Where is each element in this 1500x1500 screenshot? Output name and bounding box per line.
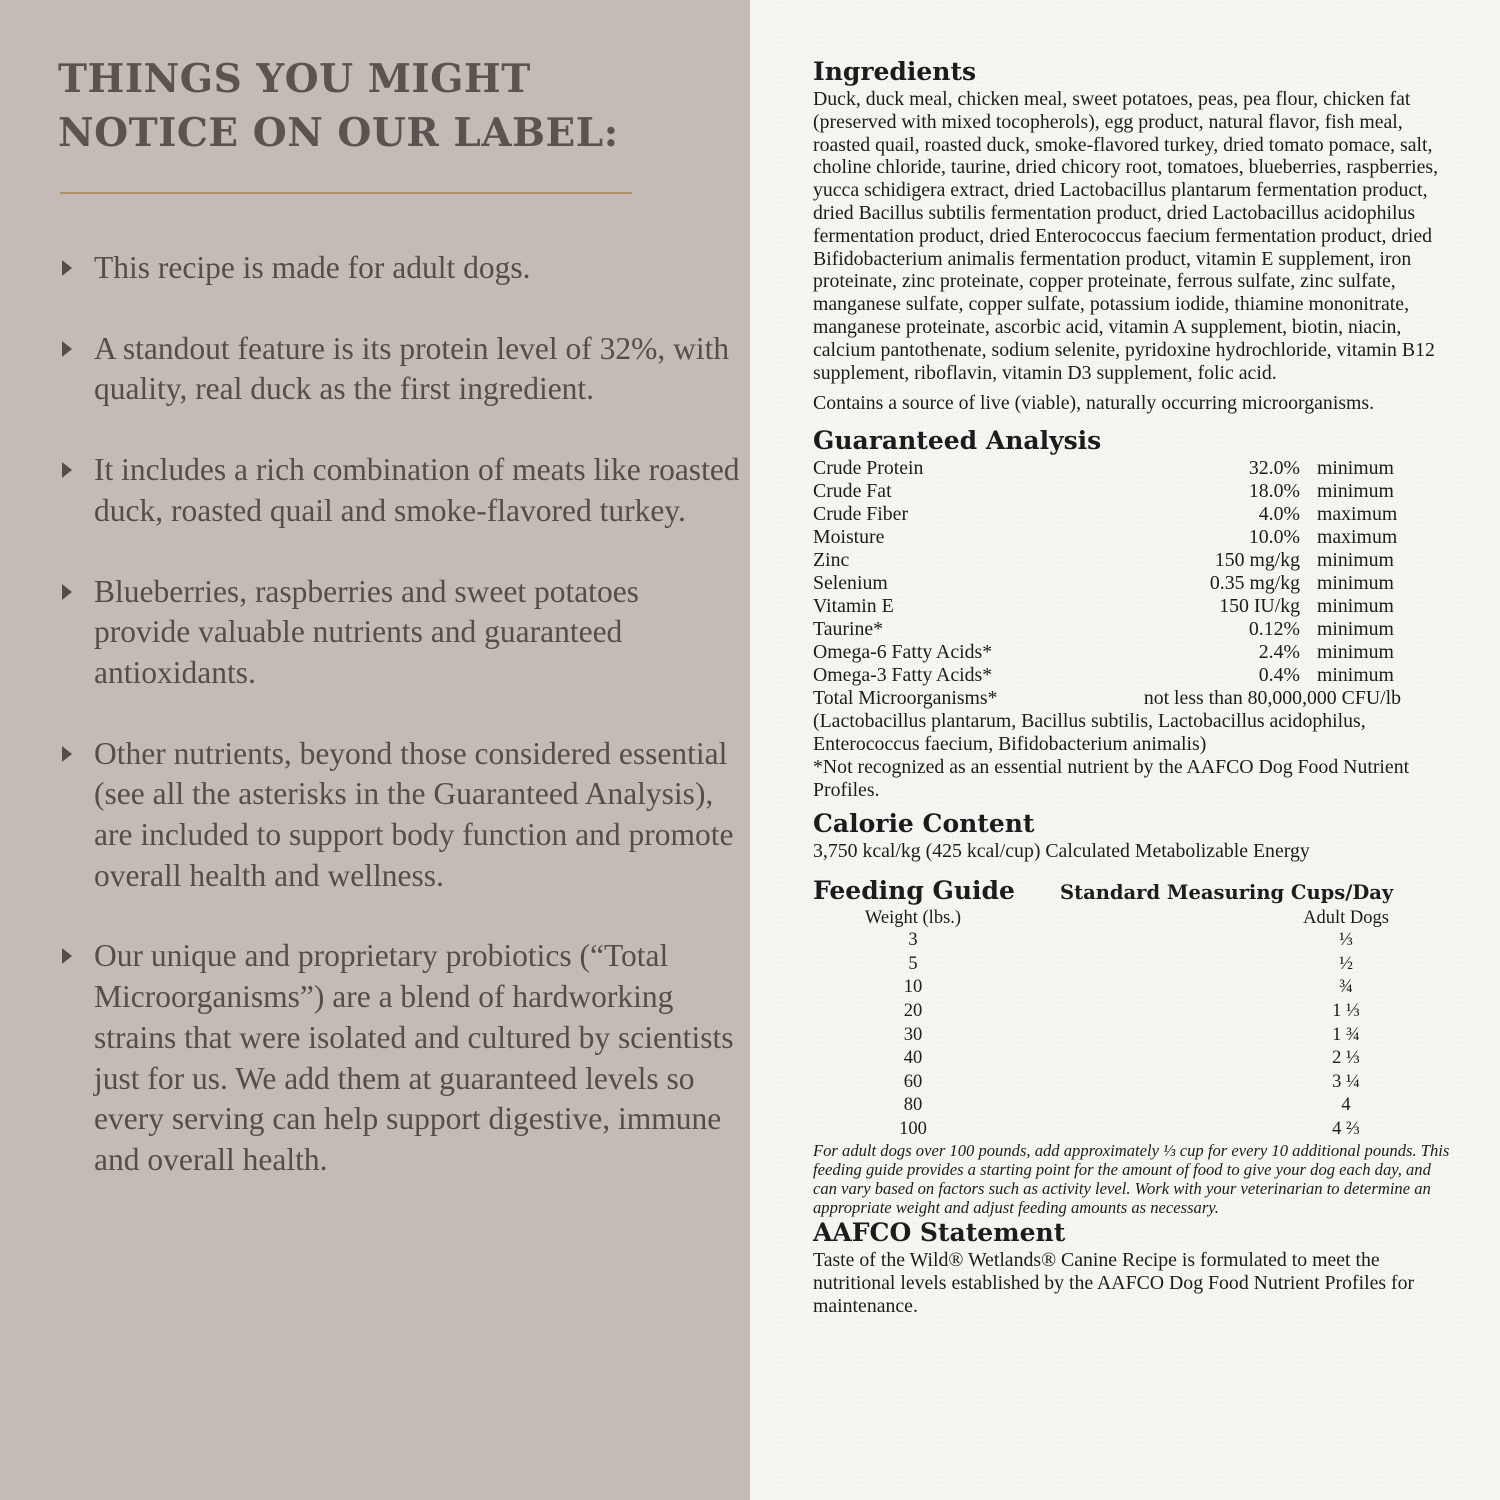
notice-text: Other nutrients, beyond those considered essential (see all the asterisks in the Guaranteed Analysis), are included to support body function and promote overall health and wellness.	[94, 735, 734, 893]
table-row	[813, 1071, 1453, 1095]
nutrient-name: Omega-6 Fatty Acids*	[813, 641, 993, 664]
nutrient-value: 0.4%	[1258, 664, 1300, 687]
table-row	[813, 618, 1453, 641]
table-row	[813, 1024, 1453, 1048]
nutrient-qualifier: minimum	[1317, 664, 1394, 687]
guaranteed-analysis-title: Guaranteed Analysis	[813, 426, 1102, 456]
table-row	[813, 687, 1401, 710]
table-row	[813, 572, 1453, 595]
notice-text: It includes a rich combination of meats like roasted duck, roasted quail and smoke-flavored turkey.	[94, 452, 740, 528]
table-row	[813, 641, 1453, 664]
weight-column-header: Weight (lbs.)	[864, 908, 962, 929]
nutrient-name: Selenium	[813, 572, 888, 595]
triangle-bullet-icon	[62, 584, 72, 600]
cups-cell: ½	[1339, 953, 1353, 974]
notice-item	[60, 329, 740, 410]
nutrient-qualifier: minimum	[1317, 618, 1394, 641]
weight-cell: 80	[903, 1095, 923, 1116]
nutrient-qualifier: maximum	[1317, 526, 1398, 549]
triangle-bullet-icon	[62, 746, 72, 762]
table-row	[813, 503, 1453, 526]
table-row	[813, 1000, 1453, 1024]
weight-cell: 10	[903, 977, 923, 998]
nutrient-value: 0.35 mg/kg	[1209, 572, 1300, 595]
calorie-content-title: Calorie Content	[813, 809, 1035, 839]
weight-cell: 40	[903, 1048, 923, 1069]
table-row	[813, 1118, 1453, 1142]
weight-cell: 20	[903, 1000, 923, 1021]
table-row	[813, 595, 1453, 618]
heading-line-2: NOTICE ON OUR LABEL:	[58, 110, 619, 156]
table-row	[813, 976, 1453, 1000]
table-row	[813, 457, 1453, 480]
nutrient-name: Taurine*	[813, 618, 884, 641]
notice-item	[60, 450, 740, 531]
table-row	[813, 480, 1453, 503]
cups-cell: 1 ⅓	[1332, 1000, 1360, 1021]
cups-cell: 4 ⅔	[1332, 1118, 1360, 1139]
nutrient-value: 32.0%	[1248, 457, 1300, 480]
probiotic-strains-text: (Lactobacillus plantarum, Bacillus subtilis, Lactobacillus acidophilus, Enterococcus faecium, Bifidobacterium animalis)	[813, 710, 1366, 755]
nutrient-value: 0.12%	[1248, 618, 1300, 641]
table-row	[813, 953, 1453, 977]
adult-dogs-column-header: Adult Dogs	[1303, 908, 1389, 929]
nutrient-name: Crude Fiber	[813, 503, 909, 526]
weight-cell: 3	[908, 930, 918, 951]
nutrient-name: Total Microorganisms*	[813, 687, 998, 710]
nutrient-value: 10.0%	[1248, 526, 1300, 549]
triangle-bullet-icon	[62, 462, 72, 478]
notice-text: A standout feature is its protein level of 32%, with quality, real duck as the first ingredient.	[94, 330, 730, 407]
nutrient-qualifier: minimum	[1317, 480, 1394, 503]
nutrient-qualifier: maximum	[1317, 503, 1398, 526]
aafco-statement-text: Taste of the Wild® Wetlands® Canine Recipe is formulated to meet the nutritional levels established by the AAFCO Dog Food Nutrient Profiles for maintenance.	[813, 1249, 1415, 1318]
table-row	[813, 526, 1453, 549]
notice-list	[60, 248, 740, 1181]
nutrient-name: Omega-3 Fatty Acids*	[813, 664, 993, 687]
nutrient-value: 2.4%	[1258, 641, 1300, 664]
feeding-guide-header	[813, 875, 1453, 907]
notice-item	[60, 572, 740, 694]
nutrient-name: Crude Protein	[813, 457, 924, 480]
heading-line-1: THINGS YOU MIGHT	[58, 56, 531, 102]
nutrient-value: 150 mg/kg	[1214, 549, 1300, 572]
notice-text: Blueberries, raspberries and sweet potatoes provide valuable nutrients and guaranteed antioxidants.	[94, 573, 639, 690]
nutrient-name: Zinc	[813, 549, 850, 572]
notice-text: Our unique and proprietary probiotics (“Total Microorganisms”) are a blend of hardworking strains that were isolated and cultured by scientists just for us. We add them at guaranteed levels so every serving can help support digestive, immune and overall health.	[94, 938, 734, 1177]
cups-cell: 4	[1341, 1095, 1351, 1116]
table-row	[813, 1047, 1453, 1071]
feeding-guide-title: Feeding Guide	[813, 876, 1015, 906]
ingredients-title: Ingredients	[813, 57, 977, 86]
table-row	[813, 549, 1453, 572]
feeding-guide-subtitle: Standard Measuring Cups/Day	[1060, 881, 1394, 905]
nutrient-qualifier: minimum	[1317, 641, 1394, 664]
aafco-footnote: *Not recognized as an essential nutrient by the AAFCO Dog Food Nutrient Profiles.	[813, 755, 1410, 801]
weight-cell: 100	[899, 1118, 927, 1139]
notice-item	[60, 734, 740, 897]
weight-cell: 5	[908, 953, 918, 974]
ingredients-text: Duck, duck meal, chicken meal, sweet potatoes, peas, pea flour, chicken fat (preserved with mixed tocopherols), egg product, natural flavor, fish meal, roasted quail, roasted duck, smoke-flavored turkey, dried tomato pomace, salt, choline chloride, taurine, dried chicory root, tomatoes, blueberries, raspberries, yucca schidigera extract, dried Lactobacillus plantarum fermentation product, dried Bacillus subtilis fermentation product, dried Lactobacillus acidophilus fermentation product, dried Enterococcus faecium fermentation product, dried Bifidobacterium animalis fermentation product, vitamin E supplement, iron proteinate, zinc proteinate, copper proteinate, ferrous sulfate, zinc sulfate, manganese sulfate, copper sulfate, potassium iodide, thiamine mononitrate, manganese proteinate, ascorbic acid, vitamin A supplement, biotin, niacin, calcium pantothenate, sodium selenite, pyridoxine hydrochloride, vitamin B12 supplement, riboflavin, vitamin D3 supplement, folic acid.	[813, 88, 1439, 384]
feeding-table	[813, 929, 1453, 1141]
nutrient-qualifier: minimum	[1317, 572, 1394, 595]
notice-text: This recipe is made for adult dogs.	[94, 250, 531, 285]
nutrient-qualifier: minimum	[1317, 549, 1394, 572]
nutrient-value: not less than 80,000,000 CFU/lb	[1143, 687, 1401, 710]
triangle-bullet-icon	[62, 260, 72, 276]
feeding-guide-note: For adult dogs over 100 pounds, add approximately ⅓ cup for every 10 additional pounds. This feeding guide provides a starting point for the amount of food to give your dog each day, and can vary based on factors such as activity level. Work with your veterinarian to determine an appropriate weight and adjust feeding amounts as necessary.	[813, 1141, 1450, 1218]
table-row	[813, 929, 1453, 953]
table-row	[813, 664, 1453, 687]
microorganisms-text: Contains a source of live (viable), naturally occurring microorganisms.	[813, 392, 1375, 415]
cups-cell: ¾	[1339, 977, 1353, 998]
weight-cell: 30	[903, 1024, 923, 1045]
guaranteed-analysis-table	[813, 457, 1453, 710]
table-row	[813, 1094, 1453, 1118]
nutrient-name: Vitamin E	[813, 595, 894, 618]
nutrient-qualifier: minimum	[1317, 457, 1394, 480]
nutrition-label	[813, 56, 1453, 1318]
triangle-bullet-icon	[62, 948, 72, 964]
triangle-bullet-icon	[62, 341, 72, 357]
nutrient-value: 150 IU/kg	[1219, 595, 1300, 618]
notice-item	[60, 248, 740, 289]
cups-cell: 1 ¾	[1332, 1024, 1360, 1045]
nutrient-name: Moisture	[813, 526, 885, 549]
aafco-statement-title: AAFCO Statement	[813, 1218, 1066, 1248]
nutrient-value: 18.0%	[1248, 480, 1300, 503]
heading-divider	[60, 192, 632, 194]
notice-item	[60, 936, 740, 1180]
nutrient-value: 4.0%	[1258, 503, 1300, 526]
page-heading	[58, 52, 718, 160]
cups-cell: 3 ¼	[1332, 1071, 1360, 1092]
calorie-content-text: 3,750 kcal/kg (425 kcal/cup) Calculated Metabolizable Energy	[813, 840, 1310, 863]
feeding-table-header	[813, 907, 1453, 929]
cups-cell: ⅓	[1339, 930, 1353, 951]
cups-cell: 2 ⅓	[1332, 1048, 1360, 1069]
nutrient-qualifier: minimum	[1317, 595, 1394, 618]
weight-cell: 60	[903, 1071, 923, 1092]
nutrient-name: Crude Fat	[813, 480, 892, 503]
